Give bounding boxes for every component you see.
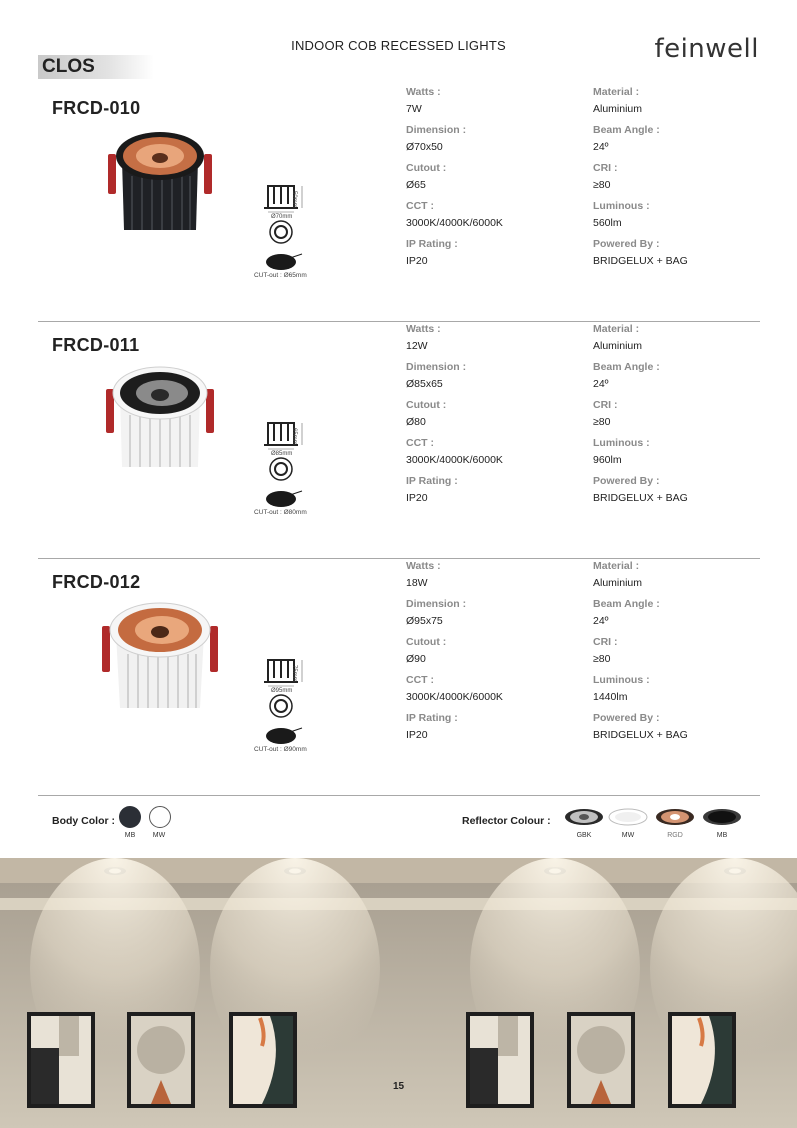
- spec-dimension: Dimension : Ø70x50: [406, 124, 467, 153]
- dimension-height-label: 65mm: [291, 428, 297, 445]
- reflector-swatch-mb: [702, 808, 742, 826]
- spec-watts: Watts : 12W: [406, 323, 441, 352]
- color-options: [52, 806, 772, 846]
- dimension-width-label: Ø95mm: [271, 688, 293, 694]
- dimension-height-label: 75mm: [291, 665, 297, 682]
- body-color-swatch-mb: [119, 806, 141, 828]
- reflector-code: RGD: [667, 832, 683, 839]
- cutout-label: CUT-out : Ø65mm: [254, 272, 307, 279]
- body-color-code: MB: [124, 832, 136, 839]
- product-block-frcd-010: [0, 86, 797, 323]
- spec-watts: Watts : 18W: [406, 560, 441, 589]
- reflector-swatch-rgd: [655, 808, 695, 826]
- spec-ip-rating: IP Rating : IP20: [406, 238, 458, 267]
- spec-dimension: Dimension : Ø85x65: [406, 361, 467, 390]
- section-divider: [38, 795, 760, 796]
- dimension-drawing: [250, 648, 320, 758]
- spec-beam-angle: Beam Angle : 24º: [593, 124, 660, 153]
- dimension-width-label: Ø70mm: [271, 214, 293, 220]
- reflector-swatch-mw: [608, 808, 648, 826]
- spec-beam-angle: Beam Angle : 24º: [593, 361, 660, 390]
- page-header-title: INDOOR COB RECESSED LIGHTS: [291, 38, 506, 53]
- dimension-width-label: Ø85mm: [271, 451, 293, 457]
- reflector-swatch-gbk: [564, 808, 604, 826]
- spec-cutout: Cutout : Ø65: [406, 162, 447, 191]
- dimension-drawing: [250, 411, 320, 521]
- body-color-label: Body Color :: [52, 815, 115, 827]
- spec-cct: CCT : 3000K/4000K/6000K: [406, 437, 503, 466]
- model-name: FRCD-012: [52, 572, 141, 592]
- reflector-code: MB: [716, 832, 728, 839]
- spec-powered-by: Powered By : BRIDGELUX + BAG: [593, 712, 688, 741]
- lamp-image: [100, 363, 220, 473]
- lamp-image: [100, 126, 220, 236]
- spec-cutout: Cutout : Ø90: [406, 636, 447, 665]
- cutout-label: CUT-out : Ø90mm: [254, 746, 307, 753]
- spec-dimension: Dimension : Ø95x75: [406, 598, 467, 627]
- spec-luminous: Luminous : 960lm: [593, 437, 650, 466]
- model-name: FRCD-011: [52, 335, 140, 355]
- spec-cutout: Cutout : Ø80: [406, 399, 447, 428]
- body-color-swatch-mw: [149, 806, 171, 828]
- model-name: FRCD-010: [52, 98, 141, 118]
- product-block-frcd-012: [0, 560, 797, 797]
- spec-luminous: Luminous : 560lm: [593, 200, 650, 229]
- spec-cri: CRI : ≥80: [593, 399, 618, 428]
- section-divider: [38, 321, 760, 322]
- page-number: 15: [392, 1081, 405, 1092]
- lamp-image: [100, 600, 220, 710]
- spec-watts: Watts : 7W: [406, 86, 441, 115]
- dimension-height-label: 50mm: [291, 191, 297, 208]
- spec-material: Material : Aluminium: [593, 560, 643, 589]
- dimension-drawing: [250, 174, 320, 284]
- product-block-frcd-011: [0, 323, 797, 560]
- spec-material: Material : Aluminium: [593, 86, 643, 115]
- spec-material: Material : Aluminium: [593, 323, 643, 352]
- cutout-label: CUT-out : Ø80mm: [254, 509, 307, 516]
- section-divider: [38, 558, 760, 559]
- spec-cct: CCT : 3000K/4000K/6000K: [406, 674, 503, 703]
- spec-ip-rating: IP Rating : IP20: [406, 712, 458, 741]
- brand-logo: feinwell: [654, 34, 759, 64]
- reflector-code: MW: [621, 832, 635, 839]
- spec-luminous: Luminous : 1440lm: [593, 674, 650, 703]
- reflector-colour-label: Reflector Colour :: [462, 815, 551, 827]
- spec-cri: CRI : ≥80: [593, 162, 618, 191]
- spec-ip-rating: IP Rating : IP20: [406, 475, 458, 504]
- spec-cri: CRI : ≥80: [593, 636, 618, 665]
- spec-beam-angle: Beam Angle : 24º: [593, 598, 660, 627]
- spec-cct: CCT : 3000K/4000K/6000K: [406, 200, 503, 229]
- series-label: CLOS: [38, 55, 154, 79]
- spec-powered-by: Powered By : BRIDGELUX + BAG: [593, 238, 688, 267]
- reflector-code: GBK: [576, 832, 592, 839]
- spec-powered-by: Powered By : BRIDGELUX + BAG: [593, 475, 688, 504]
- body-color-code: MW: [152, 832, 166, 839]
